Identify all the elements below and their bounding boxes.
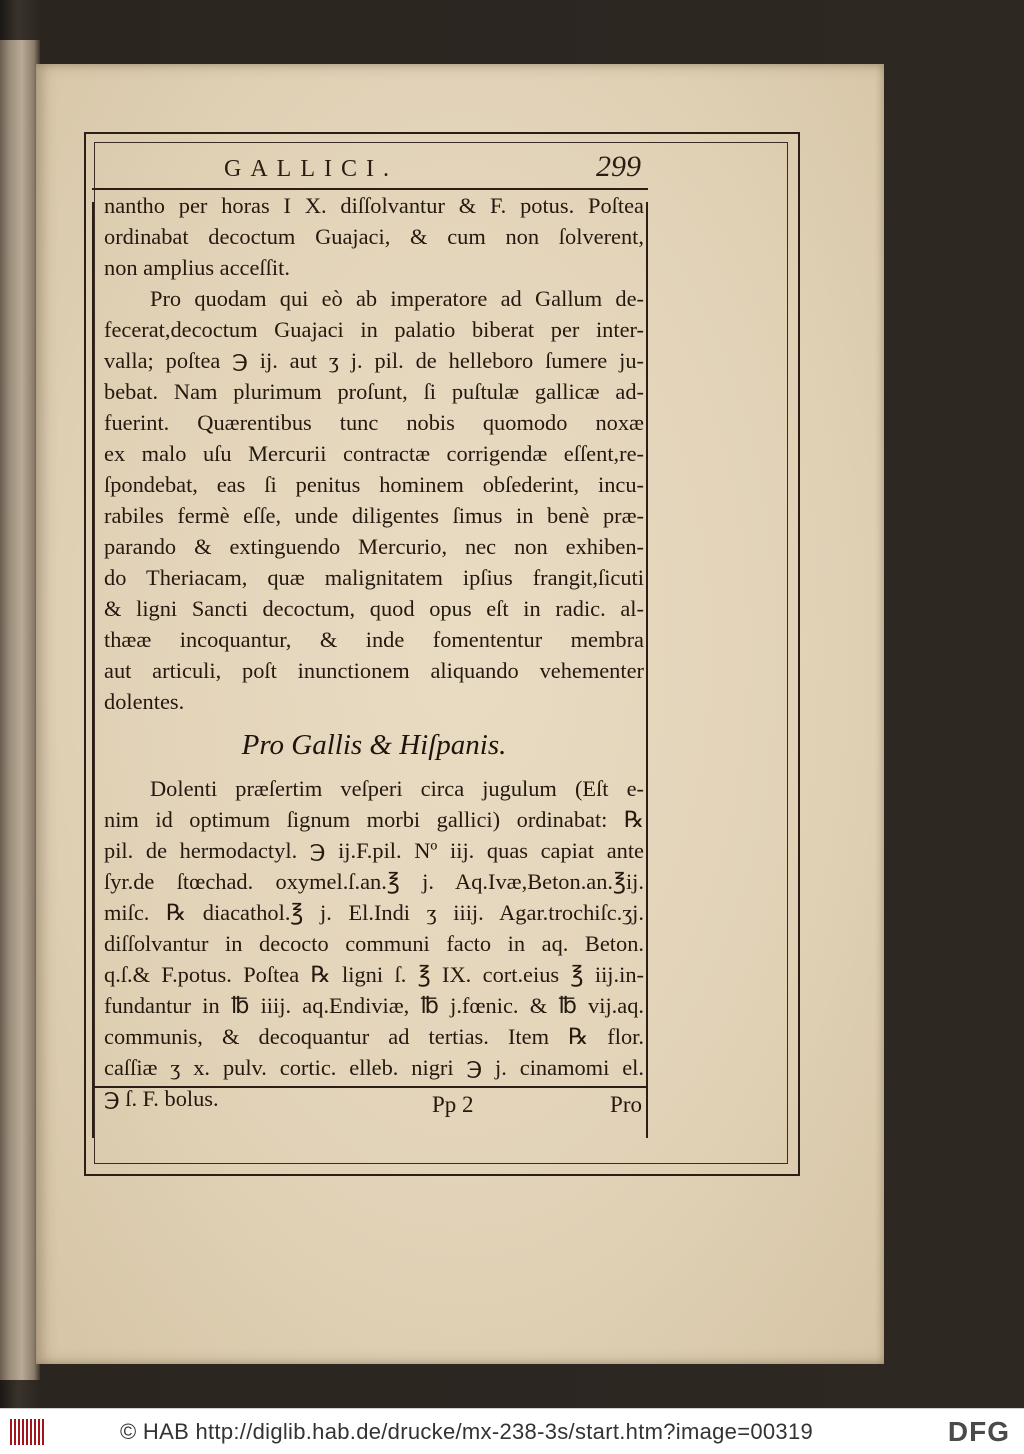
text-line: miſc. ℞ diacathol.℥ j. El.Indi ʒ iiij. Agar.trochiſc.ʒj. [104,900,644,925]
text-line: q.ſ.& F.potus. Poſtea ℞ ligni ſ. ℥ IX. cort.eius ℥ iij.in- [104,962,644,987]
text-line: dolentes. [104,689,185,714]
page-number: 299 [596,150,641,183]
text-line: ſyr.de ſtœchad. oxymel.ſ.an.℥ j. Aq.Ivæ,Beton.an.℥ij. [104,869,644,894]
text-line: thææ incoquantur, & inde fomententur membra [104,627,644,652]
signature-mark: Pp 2 [432,1092,474,1117]
attribution-link[interactable]: © HAB http://diglib.hab.de/drucke/mx-238-3s/start.htm?image=00319 [120,1419,814,1444]
text-line: communis, & decoquantur ad tertias. Item ℞ flor. [104,1024,644,1049]
text-line: nantho per horas I X. diſſolvantur & F. potus. Poſtea [104,193,644,218]
text-line: fundantur in ℔ iiij. aq.Endiviæ, ℔ j.fœnic. & ℔ vij.aq. [104,993,644,1018]
text-line: non amplius acceſſit. [104,255,290,280]
book-page [36,64,884,1364]
attribution-bar [0,1408,1024,1454]
text-line: ſpondebat, eas ſi penitus hominem obſederint, incu- [104,472,644,497]
section-heading: Pro Gallis & Hiſpanis. [241,729,507,761]
running-head: GALLICI. [224,156,398,182]
text-line: Dolenti præſertim veſperi circa jugulum (Eſt e- [150,776,644,801]
dfg-logo: DFG [947,1416,1010,1447]
signature-line [102,1092,642,1126]
frame-right-rule [646,202,648,1138]
frame-left-rule [92,202,94,1138]
text-line: Pro quodam qui eò ab imperatore ad Gallum de- [150,286,644,311]
text-line: do Theriacam, quæ malignitatem ipſius frangit,ſicuti [104,565,644,590]
text-line: aut articuli, poſt inunctionem aliquando vehementer [104,658,644,683]
text-line: fecerat,decoctum Guajaci in palatio biberat per inter- [104,317,644,342]
text-line: valla; poſtea ℈ ij. aut ʒ j. pil. de helleboro ſumere ju- [104,348,644,373]
hab-barcode-icon [10,1419,44,1445]
text-line: caſſiæ ʒ x. pulv. cortic. elleb. nigri ℈ j. cinamomi el. [104,1055,644,1080]
text-line: ℈ ſ. F. bolus. [104,1086,219,1111]
text-line: rabiles fermè eſſe, unde diligentes ſimus in benè præ- [104,503,644,528]
text-line: nim id optimum ſignum morbi gallici) ordinabat: ℞ [104,807,644,832]
text-line: diſſolvantur in decocto communi facto in aq. Beton. [104,931,644,956]
text-line: fuerint. Quærentibus tunc nobis quomodo noxæ [104,410,644,435]
text-line: bebat. Nam plurimum proſunt, ſi puſtulæ gallicæ ad- [104,379,644,404]
text-line: parando & extinguendo Mercurio, nec non exhiben- [104,534,644,559]
previous-page-edge [0,40,40,1380]
text-line: ordinabat decoctum Guajaci, & cum non ſolverent, [104,224,644,249]
body-text [104,190,644,1114]
text-line: pil. de hermodactyl. ℈ ij.F.pil. Nº iij. quas capiat ante [104,838,644,863]
text-line: & ligni Sancti decoctum, quod opus eſt in radic. al- [104,596,644,621]
catchword: Pro [610,1092,642,1117]
text-line: ex malo uſu Mercurii contractæ corrigendæ eſſent,re- [104,441,644,466]
